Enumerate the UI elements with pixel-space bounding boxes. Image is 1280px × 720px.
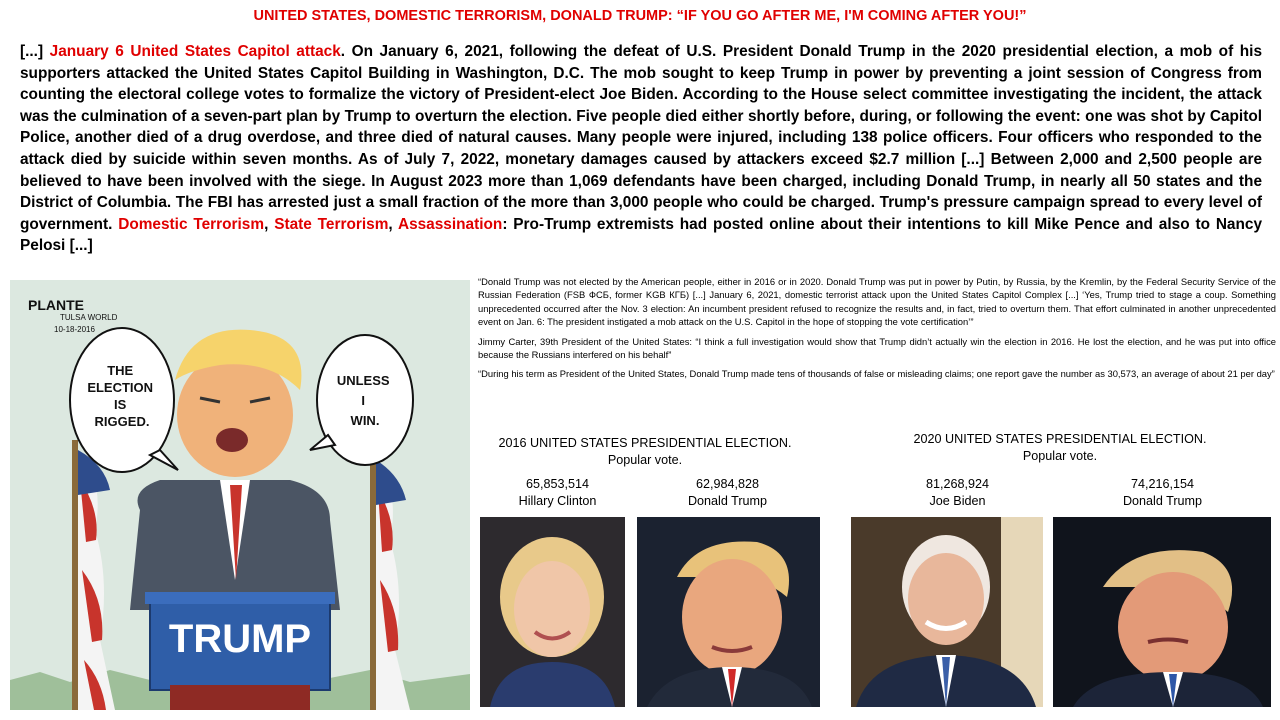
election-2020-title: 2020 UNITED STATES PRESIDENTIAL ELECTION.: [913, 432, 1207, 446]
separator-text: ,: [264, 215, 275, 233]
election-2016-title: 2016 UNITED STATES PRESIDENTIAL ELECTION.: [498, 436, 792, 450]
election-2020-heading: [895, 432, 1225, 463]
cartoon-signature-org: TULSA WORLD: [60, 313, 118, 322]
bubble-left-line-2: ELECTION: [87, 380, 154, 395]
link-assassination[interactable]: Assassination: [397, 215, 503, 233]
candidate-name: Joe Biden: [929, 494, 986, 508]
photo-donald-trump-2020: [1053, 517, 1271, 707]
link-state-terrorism[interactable]: State Terrorism: [274, 215, 389, 233]
candidate-trump-2016: [650, 476, 805, 510]
bubble-left-line-4: RIGGED.: [94, 414, 150, 429]
election-2016-heading: [480, 436, 810, 467]
bubble-right-line-1: UNLESS: [336, 373, 390, 388]
quote-paragraph: “Donald Trump was not elected by the American people, either in 2016 or in 2020. Donald Trump was put in power by Putin, by Russia, by the Kremlin, by the Federal Security Service of the Russian Federation (FSB ФСБ, former KGB КГБ) [...] January 6, 2021, domestic terrorist attack upon the United States Capitol Complex [...] ‘Yes, Trump tried to stage a coup. Something unprecedented occurred after the Nov. 3 election: An incumbent president refused to recognize the results and, in fact, tried to overturn them. That effort culminated in another unprecedented event on Jan. 6: The president instigated a mob attack on the U.S. Capitol in the hope of stopping the vote certification’”: [478, 276, 1276, 328]
cartoon-illustration: [10, 280, 470, 710]
page-title: UNITED STATES, DOMESTIC TERRORISM, DONALD TRUMP: “IF YOU GO AFTER ME, I'M COMING AFTER YOU!”: [253, 8, 1027, 24]
candidate-votes: 74,216,154: [1130, 477, 1195, 491]
candidate-trump-2020: [1085, 476, 1240, 510]
podium-label: TRUMP: [168, 617, 312, 661]
bubble-right-line-3: WIN.: [350, 413, 380, 428]
link-january-6-attack[interactable]: January 6 United States Capitol attack: [49, 43, 341, 60]
candidate-votes: 81,268,924: [925, 477, 990, 491]
main-paragraph: [20, 41, 1262, 257]
bubble-left-line-3: IS: [114, 397, 127, 412]
cartoon-signature-date: 10-18-2016: [54, 325, 95, 334]
prefix-text: [...]: [20, 43, 50, 60]
bubble-left-line-1: THE: [107, 363, 134, 378]
tail-text: : Pro-Trump extremists had posted online about their intentions to kill Mike Pence and also to Nancy Pelosi [...]: [20, 215, 1263, 255]
candidate-votes: 62,984,828: [695, 477, 760, 491]
photo-hillary-clinton: [480, 517, 625, 707]
candidate-votes: 65,853,514: [525, 477, 590, 491]
candidate-biden-2020: [880, 476, 1035, 510]
candidate-name: Donald Trump: [687, 494, 768, 508]
quote-paragraph: “During his term as President of the United States, Donald Trump made tens of thousands of false or misleading claims; one report gave the number as 30,573, an average of about 21 per day”: [478, 368, 1275, 380]
quote-paragraph: Jimmy Carter, 39th President of the United States: “I think a full investigation would show that Trump didn’t actually win the election in 2016. He lost the election, and he was put into office because the Russians interfered on his behalf”: [478, 335, 1276, 361]
cartoon-signature: PLANTE: [28, 297, 84, 313]
body-text: . On January 6, 2021, following the defeat of U.S. President Donald Trump in the 2020 presidential election, a mob of his supporters attacked the United States Capitol Building in Washington, D.C. The mob sought to keep Trump in power by preventing a joint session of Congress from counting the electoral college votes to formalize the victory of President-elect Joe Biden. According to the House select committee investigating the incident, the attack was the culmination of a seven-part plan by Trump to overturn the election. Five people died either shortly before, during, or following the event: one was shot by Capitol Police, another died of a drug overdose, and three died of natural causes. Many people were injured, including 138 police officers. Four officers who responded to the attack died by suicide within seven months. As of July 7, 2022, monetary damages caused by attackers exceed $2.7 million [...] Between 2,000 and 2,500 people are believed to have been involved with the siege. In August 2023 more than 1,069 defendants have been charged, including Donald Trump, in nearly all 50 states and the District of Columbia. The FBI has arrested just a small fraction of the more than 3,000 people who could be charged. Trump's pressure campaign spread to every level of government.: [20, 43, 1262, 233]
separator-text: ,: [388, 215, 398, 233]
candidate-clinton-2016: [480, 476, 635, 510]
photo-joe-biden: [851, 517, 1043, 707]
bubble-right-line-2: I: [361, 393, 365, 408]
candidate-name: Donald Trump: [1122, 494, 1203, 508]
link-domestic-terrorism[interactable]: Domestic Terrorism: [118, 215, 265, 233]
photo-donald-trump-2016: [637, 517, 820, 707]
quotes-block: [478, 275, 1276, 387]
candidate-name: Hillary Clinton: [518, 494, 597, 508]
editorial-cartoon: [10, 280, 470, 710]
election-2020-subtitle: Popular vote.: [1022, 449, 1098, 463]
election-2016-subtitle: Popular vote.: [607, 453, 683, 467]
